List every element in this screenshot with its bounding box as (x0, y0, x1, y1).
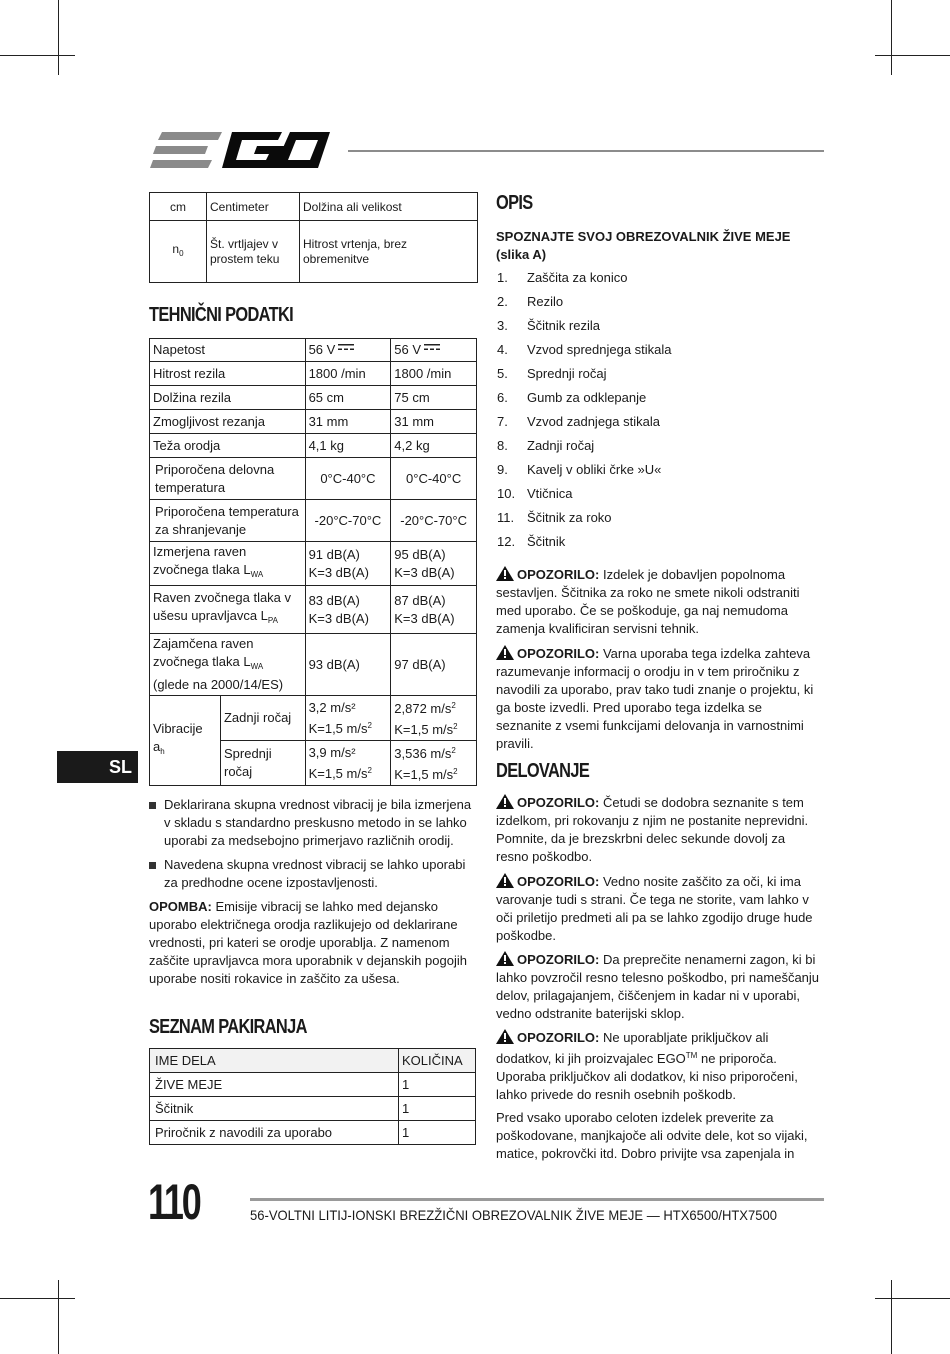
table-row (150, 386, 477, 410)
warning-icon (496, 951, 514, 966)
warning-icon (496, 1029, 514, 1044)
tech-value: 93 dB(A) (305, 634, 391, 696)
tech-value: 56 V (391, 339, 477, 362)
crop-mark (891, 0, 892, 75)
tech-value: -20°C-70°C (305, 500, 391, 542)
tech-value: 1800 /min (305, 362, 391, 386)
pack-qty: 1 (399, 1073, 476, 1097)
list-number: 8. (497, 438, 508, 453)
pack-qty: 1 (399, 1121, 476, 1145)
list-number: 5. (497, 366, 508, 381)
crop-mark (0, 55, 75, 56)
warning-icon (496, 873, 514, 888)
tech-value: 75 cm (391, 386, 477, 410)
crop-mark (58, 1280, 59, 1354)
pack-col-qty: KOLIČINA (399, 1049, 476, 1073)
crop-mark (875, 55, 950, 56)
bullet-icon (149, 862, 156, 869)
tech-value: 87 dB(A) K=3 dB(A) (391, 586, 477, 634)
list-text: Vzvod zadnjega stikala (527, 414, 660, 429)
table-row (150, 696, 477, 741)
list-number: 2. (497, 294, 508, 309)
tech-value: 0°C-40°C (305, 458, 391, 500)
pack-title: SEZNAM PAKIRANJA (149, 1016, 307, 1038)
tech-title: TEHNIČNI PODATKI (149, 304, 294, 326)
warning-icon (496, 645, 514, 660)
tech-label: Teža orodja (150, 434, 306, 458)
table-row (150, 634, 477, 696)
tech-label: Dolžina rezila (150, 386, 306, 410)
warning-block: OPOZORILO: Da preprečite nenamerni zagon, ki bi lahko povzročil resno telesno poškodbo, pri nameščanju delov, prilagajanjem, čiščenjem in kadar ni v uporabi, vedno odstranite baterijski sklop. (496, 952, 820, 1021)
list-number: 10. (497, 486, 516, 501)
header-rule (348, 150, 824, 152)
list-item (497, 438, 594, 453)
list-item (497, 270, 627, 285)
list-text: Vzvod sprednjega stikala (527, 342, 672, 357)
warning-block: OPOZORILO: Vedno nosite zaščito za oči, ki ima varovanje tudi s strani. Če tega ne storite, vam lahko v oči priletijo predmeti ali pa se lahko zgodijo druge hude poškodbe. (496, 874, 813, 943)
list-item (497, 366, 607, 381)
unit-name: Centimeter (207, 193, 300, 221)
tech-value: 0°C-40°C (391, 458, 477, 500)
tech-value: 3,2 m/s² K=1,5 $m/s^2$ (305, 696, 391, 741)
list-number: 6. (497, 390, 508, 405)
pack-item: Ščitnik (150, 1097, 399, 1121)
tech-value: 31 mm (391, 410, 477, 434)
table-row (150, 410, 477, 434)
warning-block: OPOZORILO: Varna uporaba tega izdelka zahteva razumevanje informacij o orodju in v tem priročniku z navodili za uporabo, prav tako tudi znanje o projektu, ki ga boste izvedli. Pred uporabo tega izdelka se seznanite z vsemi funkcijami delovanja in varnostnimi pravili. (496, 646, 814, 751)
unit-name: Št. vrtljajev v prostem teku (207, 221, 300, 283)
warning-icon (496, 794, 514, 809)
tech-value: -20°C-70°C (391, 500, 477, 542)
list-item (497, 342, 672, 357)
list-number: 4. (497, 342, 508, 357)
table-row (150, 586, 477, 634)
table-row (150, 1121, 476, 1145)
tech-label: Raven zvočnega tlaka v ušesu upravljavca $L_{PA}$ (150, 586, 306, 634)
list-item (497, 390, 646, 405)
crop-mark (0, 1298, 75, 1299)
tech-value: 4,2 kg (391, 434, 477, 458)
list-number: 11. (497, 510, 515, 525)
dc-symbol-icon (338, 344, 354, 351)
warning-block: OPOZORILO: Četudi se dodobra seznanite s tem izdelkom, pri rokovanju z njim ne postanite neprevidni. Pomnite, da je brezskrbni delec sekunde dovolj za resno poškodbo. (496, 795, 809, 864)
list-text: Vtičnica (527, 486, 573, 501)
list-item (497, 414, 660, 429)
unit-symbol: $n_0$ (150, 221, 207, 283)
table-row (150, 434, 477, 458)
warning-block: OPOZORILO: Izdelek je dobavljen popolnoma sestavljen. Ščitnika za roko ne smete nikoli odstraniti med uporabo. Če se poškoduje, ga naj nemudoma zamenja kvalificiran servisni tehnik. (496, 567, 800, 636)
table-row (150, 1097, 476, 1121)
vib-label: Vibracije $a_h$ (150, 696, 221, 786)
list-number: 9. (497, 462, 508, 477)
tech-value: 91 dB(A) K=3 dB(A) (305, 542, 391, 586)
list-item (497, 534, 565, 549)
body-paragraph: Pred vsako uporabo celoten izdelek preverite za poškodovane, manjkajoče ali odvite dele, kot so vijaki, matice, pokrovčki itd. Dobro privijte vsa zapenjala in (496, 1110, 808, 1161)
list-text: Ščitnik (527, 534, 566, 549)
tech-value: 4,1 kg (305, 434, 391, 458)
list-text: Ščitnik za roko (527, 510, 612, 525)
table-row (150, 1073, 476, 1097)
table-row (150, 542, 477, 586)
tech-value: 2,872 $m/s^2$ K=1,5 $m/s^2$ (391, 696, 477, 741)
table-row (150, 362, 477, 386)
list-number: 12. (497, 534, 516, 549)
list-number: 1. (497, 270, 508, 285)
list-item (497, 318, 600, 333)
tech-value: 65 cm (305, 386, 391, 410)
warning-block: OPOZORILO: Ne uporabljate priključkov ali dodatkov, ki jih proizvajalec EGO™ ne priporoča. Uporaba priključkov ali dodatkov, ki niso priporočeni, lahko privede do resnih osebnih poškodb. (496, 1030, 798, 1102)
list-text: Kavelj v obliki črke »U« (527, 462, 662, 477)
page-number: 110 (148, 1174, 200, 1230)
tech-label: Napetost (150, 339, 306, 362)
tech-value: 3,536 $m/s^2$ K=1,5 $m/s^2$ (391, 741, 477, 786)
vib-front-label: Sprednji ročaj (220, 741, 305, 786)
tech-label: Priporočena delovna temperatura (150, 458, 306, 500)
list-text: Zaščita za konico (527, 270, 628, 285)
tech-label: Zmogljivost rezanja (150, 410, 306, 434)
crop-mark (58, 0, 59, 75)
note-paragraph: OPOMBA: Emisije vibracij se lahko med dejansko uporabo električnega orodja razlikujejo od deklarirane vrednosti, pri kateri se orodje uporablja. Z namenom zaščite upravljavca mora uporabnik v dejanskih pogojih uporabe nositi rokavice in zaščito za ušesa. (149, 899, 467, 986)
list-number: 7. (497, 414, 508, 429)
tech-label: Hitrost rezila (150, 362, 306, 386)
opis-subtitle: SPOZNAJTE SVOJ OBREZOVALNIK ŽIVE MEJE (slika A) (496, 229, 791, 262)
table-row (150, 221, 478, 283)
crop-mark (891, 1280, 892, 1354)
list-item: Navedena skupna vrednost vibracij se lahko uporabi za predhodne ocene izpostavljenosti. (149, 856, 475, 892)
pack-item: ŽIVE MEJE (150, 1073, 399, 1097)
opis-title: OPIS (496, 192, 533, 214)
bullet-list (149, 796, 475, 892)
tech-value: 83 dB(A) K=3 dB(A) (305, 586, 391, 634)
list-item (497, 510, 612, 525)
pack-table (149, 1048, 476, 1145)
footer-text: 56-VOLTNI LITIJ-IONSKI BREZŽIČNI OBREZOVALNIK ŽIVE MEJE — HTX6500/HTX7500 (250, 1207, 777, 1223)
warning-icon (496, 566, 514, 581)
table-row (150, 458, 477, 500)
tech-table (149, 338, 477, 786)
language-tab: SL (57, 751, 138, 783)
dc-symbol-icon (424, 344, 440, 351)
tech-label: Izmerjena raven zvočnega tlaka $L_{WA}$ (150, 542, 306, 586)
pack-qty: 1 (399, 1097, 476, 1121)
tech-value: 1800 /min (391, 362, 477, 386)
footer-rule (250, 1198, 824, 1201)
tech-value: 97 dB(A) (391, 634, 477, 696)
list-text: Rezilo (527, 294, 564, 309)
table-row (150, 339, 477, 362)
pack-col-name: IME DELA (150, 1049, 399, 1073)
list-text: Zadnji ročaj (527, 438, 595, 453)
list-text: Sprednji ročaj (527, 366, 607, 381)
list-item: Deklarirana skupna vrednost vibracij je bila izmerjena v skladu s standardno preskusno metodo in se lahko uporabi za medsebojno primerjavo različnih orodij. (149, 796, 475, 850)
unit-symbol: cm (150, 193, 207, 221)
tech-value: 3,9 m/s² K=1,5 $m/s^2$ (305, 741, 391, 786)
bullet-icon (149, 802, 156, 809)
unit-desc: Dolžina ali velikost (300, 193, 478, 221)
table-header-row (150, 1049, 476, 1073)
list-text: Gumb za odklepanje (527, 390, 647, 405)
tech-value: 31 mm (305, 410, 391, 434)
crop-mark (875, 1298, 950, 1299)
tech-label: Zajamčena raven zvočnega tlaka $L_{WA}$ (glede na 2000/14/ES) (150, 634, 306, 696)
vib-rear-label: Zadnji ročaj (220, 696, 305, 741)
table-row (150, 500, 477, 542)
table-row (150, 193, 478, 221)
units-table (149, 192, 478, 283)
tech-value: 95 dB(A) K=3 dB(A) (391, 542, 477, 586)
pack-item: Priročnik z navodili za uporabo (150, 1121, 399, 1145)
ego-logo (150, 128, 330, 172)
list-number: 3. (497, 318, 508, 333)
tech-value: 56 V (305, 339, 391, 362)
list-item (497, 294, 563, 309)
tech-label: Priporočena temperatura za shranjevanje (150, 500, 306, 542)
delovanje-title: DELOVANJE (496, 760, 590, 782)
list-item (497, 462, 661, 477)
unit-desc: Hitrost vrtenja, brez obremenitve (300, 221, 478, 283)
list-item (497, 486, 573, 501)
list-text: Ščitnik rezila (527, 318, 600, 333)
